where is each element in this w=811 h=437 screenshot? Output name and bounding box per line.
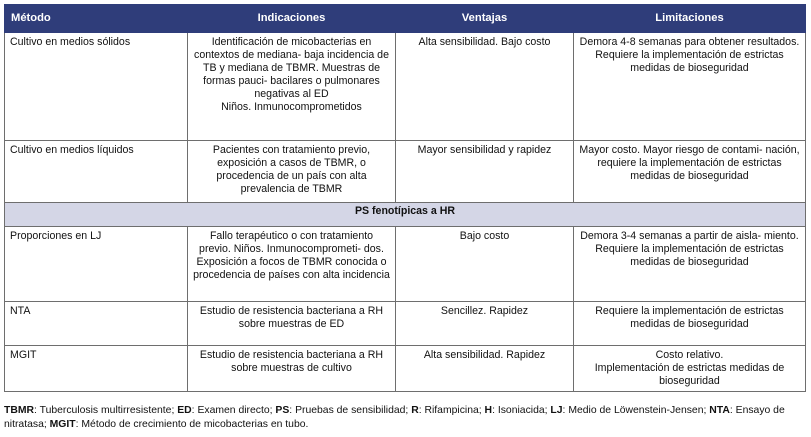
table-header-row	[5, 5, 806, 33]
section-label: PS fenotípicas a HR	[5, 203, 806, 227]
cell-ventajas: Alta sensibilidad. Bajo costo	[396, 33, 574, 141]
footnote-abbr: ED	[177, 405, 192, 416]
cell-limitaciones: Demora 4-8 semanas para obtener resultados. Requiere la implementación de estrictas medidas de bioseguridad	[574, 33, 806, 141]
footnote-abbr: LJ	[550, 405, 563, 416]
footnote-text: : Pruebas de sensibilidad;	[289, 405, 412, 416]
cell-indicaciones: Identificación de micobacterias en contextos de mediana- baja incidencia de TB y mediana de TBMR. Muestras de formas pauci- bacilares o pulmonares negativas al ED Niños. Inmunocomprometidos	[188, 33, 396, 141]
cell-metodo: NTA	[5, 302, 188, 346]
cell-ventajas: Bajo costo	[396, 227, 574, 302]
cell-limitaciones: Mayor costo. Mayor riesgo de contami- nación, requiere la implementación de estrictas medidas de bioseguridad	[574, 141, 806, 203]
cell-limitaciones: Requiere la implementación de estrictas medidas de bioseguridad	[574, 302, 806, 346]
cell-limitaciones: Costo relativo. Implementación de estrictas medidas de bioseguridad	[574, 346, 806, 392]
cell-metodo: Cultivo en medios líquidos	[5, 141, 188, 203]
footnote-text: : Medio de Löwenstein-Jensen;	[562, 405, 710, 416]
header-ventajas: Ventajas	[396, 5, 574, 33]
footnote-abbr: H	[484, 405, 493, 416]
footnote-text: : Tuberculosis multirresistente;	[34, 405, 178, 416]
footnote-text: : Ensayo de nitratasa;	[4, 405, 785, 430]
footnote-abbr: TBMR	[4, 405, 35, 416]
table-footnote	[4, 404, 805, 432]
footnote-abbr: NTA	[709, 405, 730, 416]
table-row	[5, 141, 806, 203]
footnote-abbr: R	[411, 405, 419, 416]
cell-metodo: Proporciones en LJ	[5, 227, 188, 302]
footnote-text: : Isoniacida;	[492, 405, 551, 416]
cell-indicaciones: Estudio de resistencia bacteriana a RH sobre muestras de cultivo	[188, 346, 396, 392]
cell-metodo: Cultivo en medios sólidos	[5, 33, 188, 141]
header-limitaciones: Limitaciones	[574, 5, 806, 33]
methods-table	[4, 4, 806, 392]
table-row	[5, 227, 806, 302]
header-indicaciones: Indicaciones	[188, 5, 396, 33]
cell-indicaciones: Estudio de resistencia bacteriana a RH sobre muestras de ED	[188, 302, 396, 346]
cell-ventajas: Sencillez. Rapidez	[396, 302, 574, 346]
table-row	[5, 302, 806, 346]
footnote-text: : Método de crecimiento de micobacterias en tubo.	[75, 419, 309, 430]
footnote-abbr: MGIT	[49, 419, 76, 430]
cell-metodo: MGIT	[5, 346, 188, 392]
header-metodo: Método	[5, 5, 188, 33]
table-row	[5, 346, 806, 392]
section-row	[5, 203, 806, 227]
footnote-text: : Rifampicina;	[418, 405, 485, 416]
footnote-text: : Examen directo;	[191, 405, 276, 416]
cell-indicaciones: Pacientes con tratamiento previo, exposición a casos de TBMR, o procedencia de un país con alta prevalencia de TBMR	[188, 141, 396, 203]
cell-indicaciones: Fallo terapéutico o con tratamiento previo. Niños. Inmunocomprometi- dos. Exposición a focos de TBMR conocida o procedencia de países con alta incidencia	[188, 227, 396, 302]
cell-ventajas: Alta sensibilidad. Rapidez	[396, 346, 574, 392]
table-row	[5, 33, 806, 141]
cell-limitaciones: Demora 3-4 semanas a partir de aisla- miento. Requiere la implementación de estrictas medidas de bioseguridad	[574, 227, 806, 302]
cell-ventajas: Mayor sensibilidad y rapidez	[396, 141, 574, 203]
footnote-abbr: PS	[275, 405, 290, 416]
